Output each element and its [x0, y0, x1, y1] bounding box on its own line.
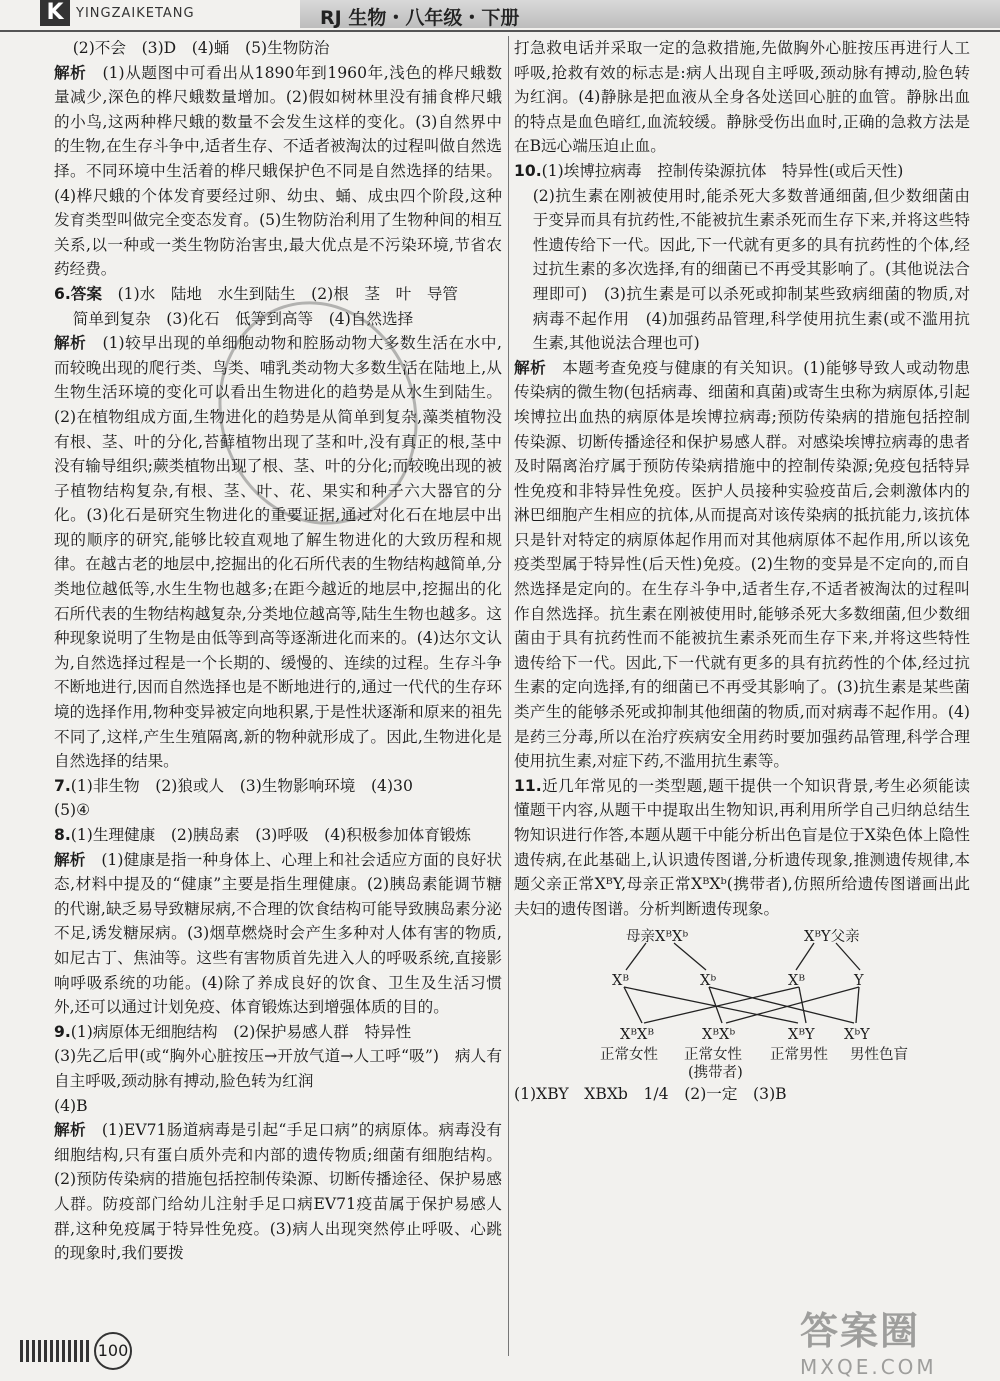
answer-9-part3: (3)先乙后甲(或“胸外心脏按压→开放气道→人工呼“吸”) 病人有自主呼吸,颈动脉有搏动,脸色转为红润: [54, 1047, 502, 1090]
analysis-5: 解析 (1)从题图中可看出从1890年到1960年,浅色的桦尺蛾数量减少,深色的桦尺蛾数量增加。(2)假如树林里没有捕食桦尺蛾的小鸟,这两种桦尺蛾的数量不会发生这样的变化。(3)自然界中的生物,在生存斗争中,适者生存、不适者被淘汰的过程叫做自然选择。不同环境中生活着的桦尺蛾保护色不同是自然选择的结果。(4)桦尺蛾的个体发育要经过卵、幼虫、蛹、成虫四个阶段,这种发育类型叫做完全变态发育。(5)生物防治利用了生物种间的相互关系,以一种或一类生物防治害虫,最大优点是不污染环境,节省农药经费。: [54, 63, 502, 279]
column-divider: [508, 36, 509, 1356]
child-4-phenotype: 男性色盲: [850, 1047, 908, 1064]
gamete-father-1: Xᴮ: [788, 973, 806, 990]
gamete-father-2: Y: [854, 973, 864, 990]
page-number-badge: [20, 1332, 132, 1362]
series-banner: [300, 0, 1000, 28]
child-3-phenotype: 正常男性: [770, 1047, 828, 1064]
arrow-decoration: [20, 1340, 90, 1362]
answer-9: 9.(1)病原体无细胞结构 (2)保护易感人群 特异性: [54, 1022, 412, 1041]
page-header: [0, 0, 1000, 32]
genetic-pedigree-diagram: [514, 925, 970, 1080]
answer-6-line2: 简单到复杂 (3)化石 低等到高等 (4)自然选择: [72, 309, 414, 328]
watermark-logo: 答案圈 MXQE.COM: [800, 1309, 937, 1379]
analysis-6: 解析 (1)较早出现的单细胞动物和腔肠动物大多数生活在水中,而较晚出现的爬行类、鸟类、哺乳类动物大多数生活在陆地上,从生物生活环境的变化可以看出生物进化的趋势是从水生到陆生。(2)在植物组成方面,生物进化的趋势是从简单到复杂,藻类植物没有根、茎、叶的分化,苔藓植物出现了茎和叶,没有真正的根,茎中没有输导组织;蕨类植物出现了根、茎、叶的分化;而较晚出现的被子植物结构复杂,有根、茎、叶、花、果实和种子六大器官的分化。(3)化石是研究生物进化的重要证据,通过对化石在地层中出现的顺序的研究,能够比较直观地了解生物进化的大致历程和规律。在越古老的地层中,挖掘出的化石所代表的生物结构越简单,分类地位越低等,水生生物也越多;在距今越近的地层中,挖掘出的化石所代表的生物结构越复杂,分类地位越高等,陆生生物也越多。这种现象说明了生物是由低等到高等逐渐进化而来的。(4)达尔文认为,自然选择过程是一个长期的、缓慢的、连续的过程。生存斗争不断地进行,因而自然选择也是不断地进行的,通过一代代的生存环境的选择作用,物种变异被定向地积累,于是性状逐渐和原来的祖先不同了,这样,产生生殖隔离,新的物种就形成了。因此,生物进化是自然选择的结果。: [54, 334, 502, 771]
analysis-9-continued: 打急救电话并采取一定的急救措施,先做胸外心脏按压再进行人工呼吸,抢救有效的标志是:病人出现自主呼吸,颈动脉有搏动,脸色转为红润。(4)静脉是把血液从全身各处送回心脏的血管。静脉出血的特点是血色暗红,血流较缓。静脉受伤出血时,正确的急救方法是在B远心端压迫止血。: [514, 39, 970, 156]
answer-10: 10.(1)埃博拉病毒 控制传染源抗体 特异性(或后天性): [514, 161, 904, 180]
brand-name: YINGZAIKETANG: [76, 6, 195, 21]
child-2-carrier-note: (携带者): [688, 1065, 743, 1082]
answer-7-tail: (5)④: [54, 801, 91, 820]
child-1-phenotype: 正常女性: [600, 1047, 658, 1064]
analysis-10: 解析 本题考查免疫与健康的有关知识。(1)能够导致人或动物患传染病的微生物(包括病毒、细菌和真菌)或寄生虫称为病原体,引起埃博拉出血热的病原体是埃博拉病毒;预防传染病的措施包括控制传染源、切断传播途径和保护易感人群。对感染埃博拉病毒的患者及时隔离治疗属于预防传染病措施中的控制传染源;免疫包括特异性免疫和非特异性免疫。医护人员接种实验疫苗后,会刺激体内的淋巴细胞产生相应的抗体,从而提高对该传染病的抵抗能力,该抗体只是针对特定的病原体起作用而对其他病原体不起作用,所以该免疫类型属于特异性(后天性)免疫。(2)生物的变异是不定向的,而自然选择是定向的。在生存斗争中,适者生存,不适者被淘汰的过程叫作自然选择。抗生素在刚被使用时,能够杀死大多数细菌,但少数细菌由于具有抗药性而不能被抗生素杀死而生存下来,并将这些特性遗传给下一代。因此,下一代就有更多的具有抗药性的个体,经过抗生素的定向选择,有的细菌已不再受其影响了。(3)抗生素是某些菌类产生的能够杀死或抑制其他细菌的物质,而对病毒不起作用。(4)是药三分毒,所以在治疗疾病安全用药时要加强药品管理,科学合理使用抗生素,对症下药,不滥用抗生素等。: [514, 358, 970, 771]
answer-11: 11.近几年常见的一类型题,题干提供一个知识背景,考生必须能读懂题干内容,从题干中提取出生物知识,再利用所学自己归纳总结生物知识进行作答,本题从题干中能分析出色盲是位于X染色体上隐性遗传病,在此基础上,认识遗传图谱,分析遗传现象,推测遗传规律,本题父亲正常XᴮY,母亲正常XᴮXᵇ(携带者),仿照所给遗传图谱画出此夫妇的遗传图谱。分析判断遗传现象。: [514, 776, 970, 918]
answer-10-part2: (2)抗生素在刚被使用时,能杀死大多数普通细菌,但少数细菌由于变异而具有抗药性,不能被抗生素杀死而生存下来,并将这些特性遗传给下一代。因此,下一代就有更多的具有抗药性的个体,经过抗生素的多次选择,有的细菌已不再受其影响了。(其他说法合理即可) (3)抗生素是可以杀死或抑制某些致病细菌的物质,对病毒不起作用 (4)加强药品管理,科学使用抗生素(或不滥用抗生素,其他说法合理也可): [532, 186, 970, 353]
page-number: 100: [94, 1332, 132, 1370]
pedigree-mother: 母亲XᴮXᵇ: [626, 929, 689, 946]
gamete-mother-2: Xᵇ: [700, 973, 717, 990]
analysis-8: 解析 (1)健康是指一种身体上、心理上和社会适应方面的良好状态,材料中提及的“健康”主要是指生理健康。(2)胰岛素能调节糖的代谢,缺乏易导致糖尿病,不合理的饮食结构可能导致胰岛素分泌不足,诱发糖尿病。(3)烟草燃烧时会产生多种对人体有害的物质,如尼古丁、焦油等。这些有害物质首先进入人的呼吸系统,直接影响呼吸系统的功能。(4)除了养成良好的饮食、卫生及生活习惯外,还可以通过计划免疫、体育锻炼达到增强体质的目的。: [54, 850, 502, 1017]
answer-6-line1: 6.答案 (1)水 陆地 水生到陆生 (2)根 茎 叶 导管: [54, 284, 459, 303]
answer-5-tail: (2)不会 (3)D (4)蛹 (5)生物防治: [72, 39, 330, 57]
answer-7: 7.(1)非生物 (2)狼或人 (3)生物影响环境 (4)30: [54, 776, 413, 795]
gamete-mother-1: Xᴮ: [612, 973, 630, 990]
pedigree-father: XᴮY父亲: [804, 929, 860, 946]
child-4-genotype: XᵇY: [844, 1027, 870, 1044]
answer-9-part4: (4)B: [54, 1096, 88, 1115]
analysis-9: 解析 (1)EV71肠道病毒是引起“手足口病”的病原体。病毒没有细胞结构,只有蛋白质外壳和内部的遗传物质;细菌有细胞结构。(2)预防传染病的措施包括控制传染源、切断传播途径、保护易感人群。防疫部门给幼儿注射手足口病EV71疫苗属于保护易感人群,这种免疫属于特异性免疫。(3)病人出现突然停止呼吸、心跳的现象时,我们要拨: [54, 1121, 502, 1263]
series-title: RJ 生物・八年级・下册: [320, 7, 520, 29]
child-2-genotype: XᴮXᵇ: [702, 1027, 736, 1044]
answer-11-result: (1)XBY XBXb 1/4 (2)一定 (3)B: [514, 1085, 787, 1104]
right-column: [514, 36, 970, 1107]
answer-8: 8.(1)生理健康 (2)胰岛素 (3)呼吸 (4)积极参加体育锻炼: [54, 826, 472, 844]
child-3-genotype: XᴮY: [788, 1027, 815, 1044]
child-1-genotype: XᴮXᴮ: [620, 1027, 655, 1044]
child-2-phenotype: 正常女性: [684, 1047, 742, 1064]
left-column: [54, 36, 502, 1266]
brand-logo: K: [40, 0, 70, 26]
